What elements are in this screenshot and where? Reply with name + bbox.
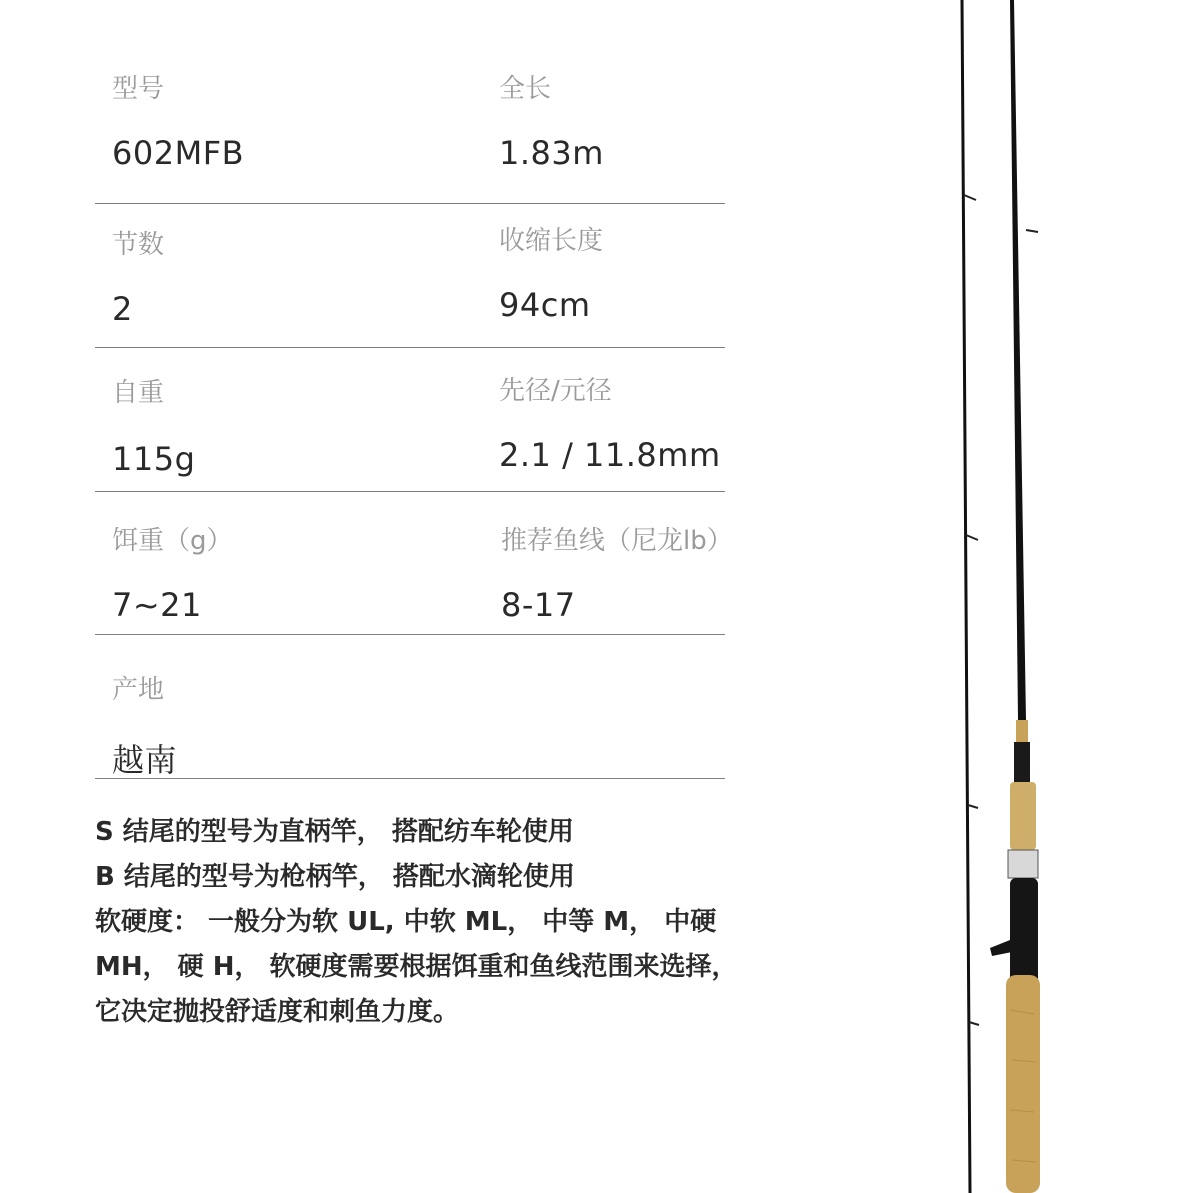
weight-label: 自重 <box>112 378 165 408</box>
diameter-label: 先径/元径 <box>499 376 612 406</box>
sections-label: 节数 <box>112 230 165 260</box>
rod-tip-section <box>962 0 970 1193</box>
weight-value: 115g <box>112 440 196 478</box>
spec-table <box>95 0 733 779</box>
model-label: 型号 <box>112 74 165 104</box>
length-label: 全长 <box>499 74 552 104</box>
fishing-rod-image <box>930 0 1070 1193</box>
spec-row-origin <box>95 635 725 779</box>
lure-weight-label: 饵重（g） <box>112 526 233 556</box>
origin-label: 产地 <box>112 675 165 705</box>
diameter-value: 2.1 / 11.8mm <box>499 436 721 474</box>
note-casting: B 结尾的型号为枪柄竿， 搭配水滴轮使用 <box>95 862 575 892</box>
lure-weight-value: 7~21 <box>112 586 202 624</box>
length-value: 1.83m <box>499 134 604 172</box>
notes-section <box>95 810 815 1035</box>
rod-trigger <box>990 940 1012 956</box>
closed-length-value: 94cm <box>499 286 591 324</box>
note-power-2: MH， 硬 H， 软硬度需要根据饵重和鱼线范围来选择， <box>95 952 738 982</box>
rod-rear-grip <box>1006 975 1040 1193</box>
line-label: 推荐鱼线（尼龙lb） <box>501 526 733 556</box>
sections-value: 2 <box>112 290 133 328</box>
note-power-3: 它决定抛投舒适度和刺鱼力度。 <box>95 997 460 1027</box>
spec-row-weight-diameter <box>95 348 725 492</box>
rod-fore-grip <box>1010 782 1036 850</box>
rod-trim <box>1016 720 1028 742</box>
model-value: 602MFB <box>112 134 245 172</box>
closed-length-label: 收缩长度 <box>499 226 604 256</box>
rod-reel-seat <box>1008 850 1038 878</box>
spec-row-model-length <box>95 0 725 204</box>
spec-row-lure-line <box>95 492 733 635</box>
origin-value: 越南 <box>112 741 178 779</box>
note-spinning: S 结尾的型号为直柄竿， 搭配纺车轮使用 <box>95 817 574 847</box>
line-value: 8-17 <box>501 586 576 624</box>
rod-butt-blank <box>1010 0 1026 720</box>
note-power-1: 软硬度： 一般分为软 UL, 中软 ML， 中等 M， 中硬 <box>95 907 717 937</box>
spec-row-sections-closed <box>95 204 725 348</box>
